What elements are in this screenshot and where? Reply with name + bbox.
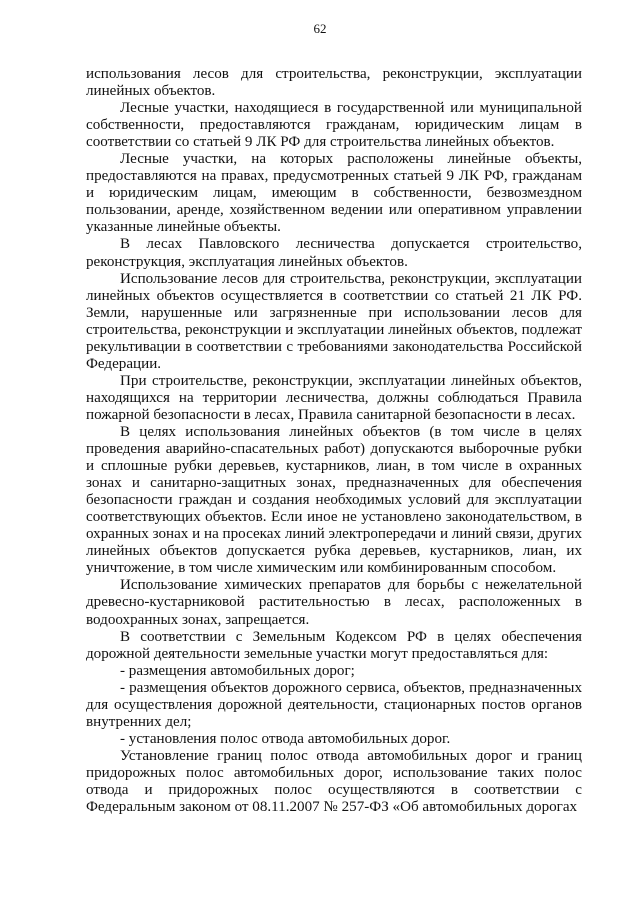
- paragraph: Лесные участки, находящиеся в государственной или муниципальной собственности, предоставляются гражданам, юридическим лицам в соответствии со статьей 9 ЛК РФ для строительства линейных объектов.: [86, 100, 582, 151]
- list-item: - размещения объектов дорожного сервиса, объектов, предназначенных для осуществления дорожной деятельности, стационарных постов органов внутренних дел;: [86, 679, 582, 730]
- paragraph: Использование химических препаратов для борьбы с нежелательной древесно-кустарниковой растительностью в лесах, расположенных в водоохранных зонах, запрещается.: [86, 577, 582, 628]
- paragraph: использования лесов для строительства, реконструкции, эксплуатации линейных объектов.: [86, 66, 582, 100]
- paragraph: Использование лесов для строительства, реконструкции, эксплуатации линейных объектов осуществляется в соответствии со статьей 21 ЛК РФ. Земли, нарушенные или загрязненные при использовании лесов для строительства, реконструкции и эксплуатации линейных объектов, подлежат рекультивации в соответствии с требованиями законодательства Российской Федерации.: [86, 270, 582, 372]
- paragraph: Установление границ полос отвода автомобильных дорог и границ придорожных полос автомобильных дорог, использование таких полос отвода и придорожных полос осуществляются в соответствии с Федеральным законом от 08.11.2007 № 257-ФЗ «Об автомобильных дорогах: [86, 747, 582, 816]
- paragraph: В соответствии с Земельным Кодексом РФ в целях обеспечения дорожной деятельности земельные участки могут предоставляться для:: [86, 628, 582, 662]
- document-body: [86, 66, 582, 816]
- paragraph: Лесные участки, на которых расположены линейные объекты, предоставляются на правах, предусмотренных статьей 9 ЛК РФ, гражданам и юридическим лицам, имеющим в собственности, безвозмездном пользовании, аренде, хозяйственном ведении или оперативном управлении указанные линейные объекты.: [86, 151, 582, 236]
- page-number: 62: [313, 21, 327, 36]
- paragraph: В целях использования линейных объектов (в том числе в целях проведения аварийно-спасательных работ) допускаются выборочные рубки и сплошные рубки деревьев, кустарников, лиан, в том числе в охранных зонах и санитарно-защитных зонах, предназначенных для обеспечения безопасности граждан и создания необходимых условий для эксплуатации соответствующих объектов. Если иное не установлено законодательством, в охранных зонах и на просеках линий электропередачи и линий связи, других линейных объектов допускается рубка деревьев, кустарников, лиан, их уничтожение, в том числе химическим или комбинированным способом.: [86, 423, 582, 577]
- list-item: - размещения автомобильных дорог;: [120, 662, 355, 679]
- paragraph: При строительстве, реконструкции, эксплуатации линейных объектов, находящихся на территории лесничества, должны соблюдаться Правила пожарной безопасности в лесах, Правила санитарной безопасности в лесах.: [86, 372, 582, 423]
- list-item: - установления полос отвода автомобильных дорог.: [120, 730, 451, 747]
- paragraph: В лесах Павловского лесничества допускается строительство, реконструкция, эксплуатация линейных объектов.: [86, 236, 582, 270]
